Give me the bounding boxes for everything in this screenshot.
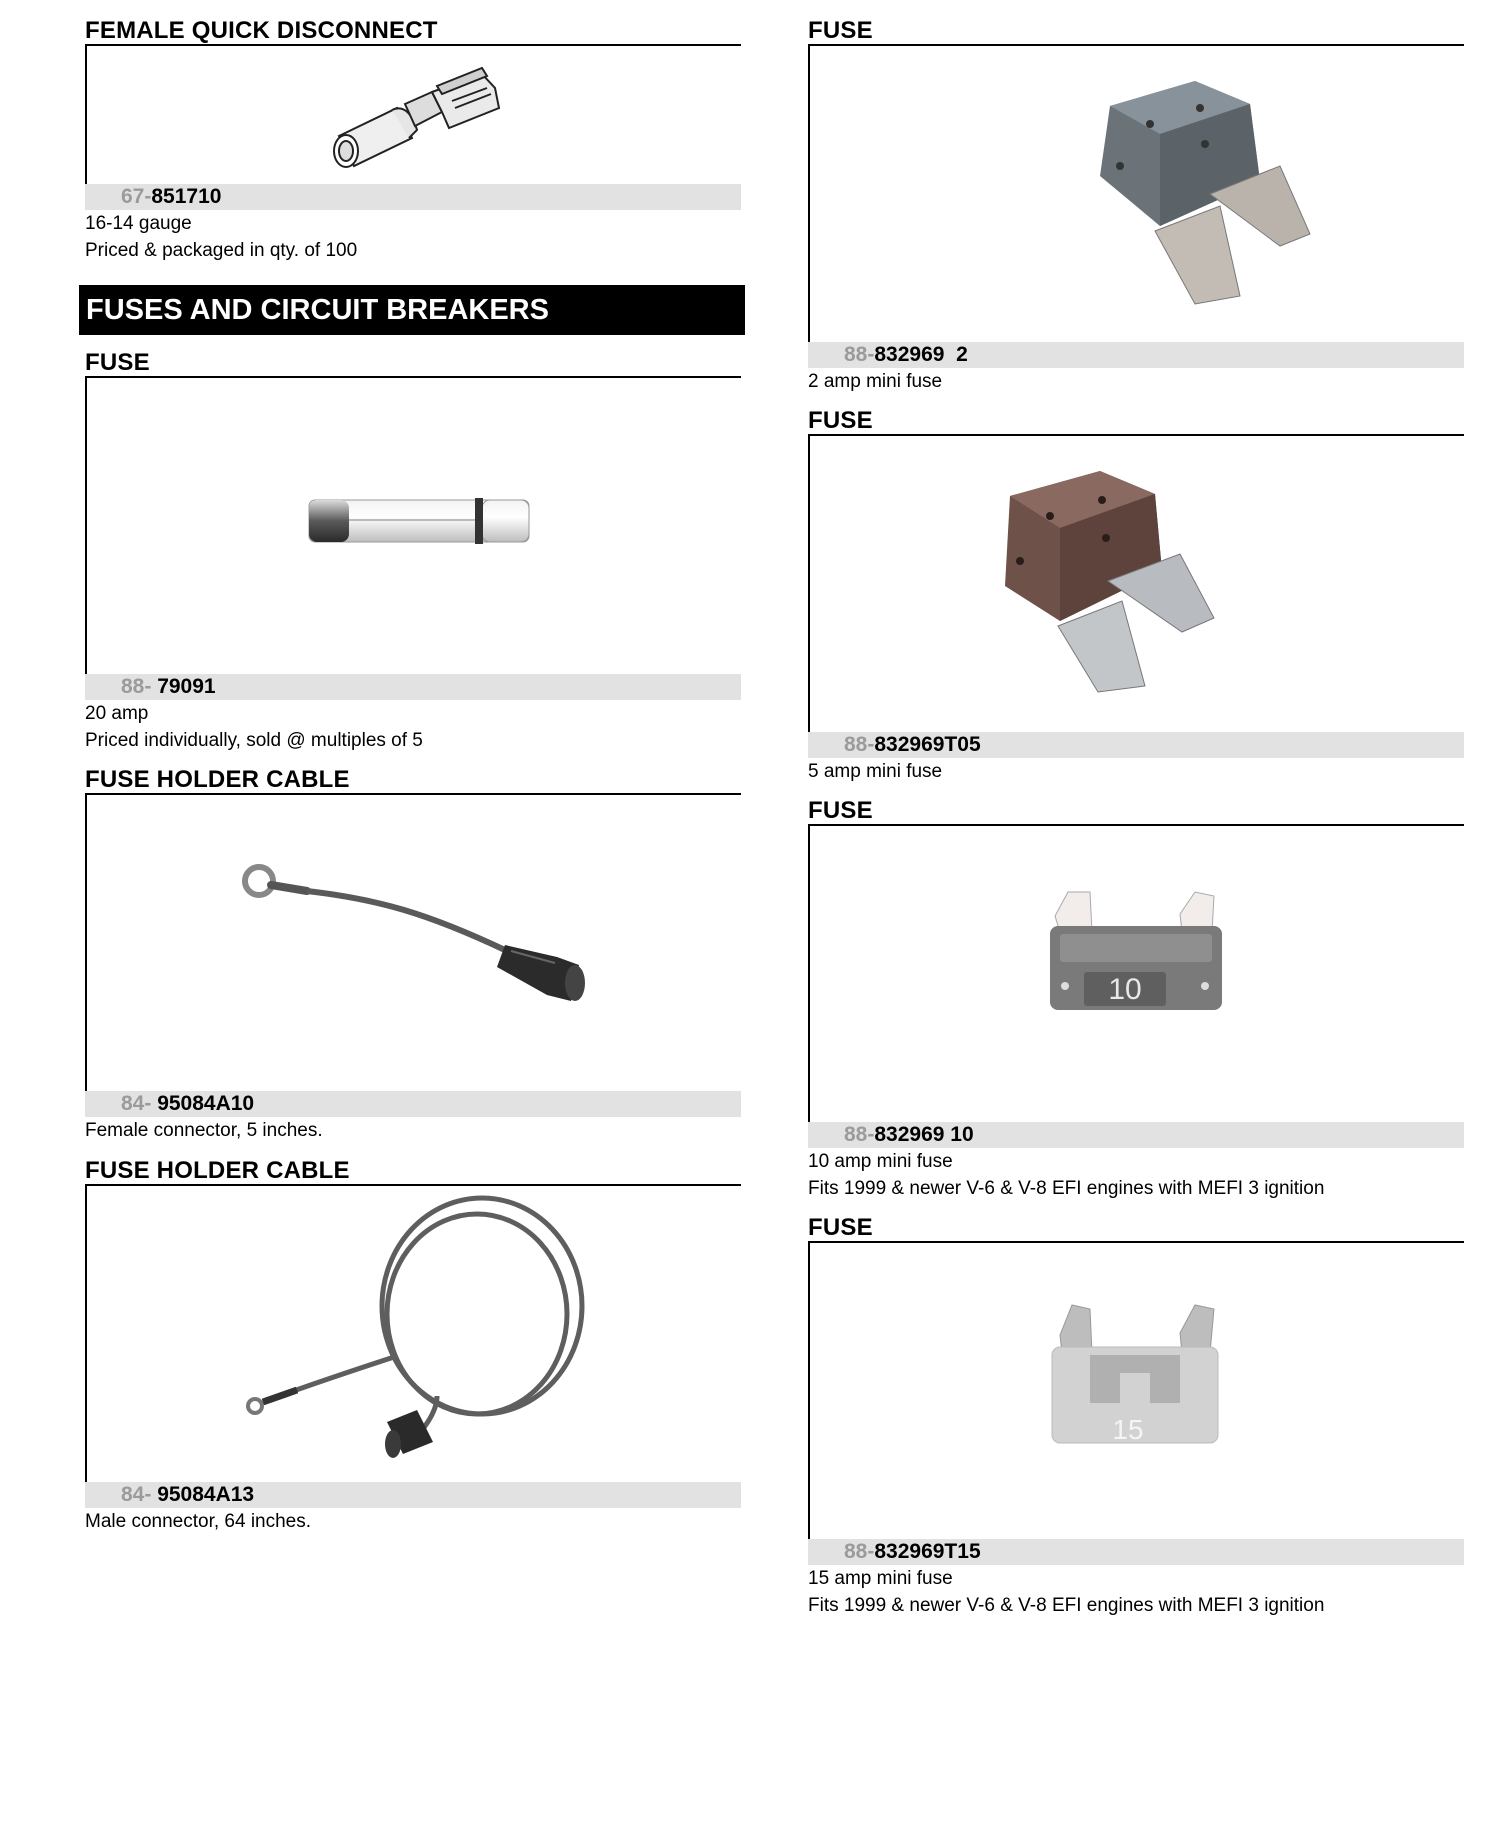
product-title: FUSE (808, 407, 873, 434)
part-number-bar (85, 184, 741, 210)
part-number: 832969 2 (874, 343, 968, 366)
product-mini-fuse-2a (808, 18, 1464, 398)
short-fuse-holder-cable-icon (87, 795, 743, 1093)
product-description-line: Fits 1999 & newer V-6 & V-8 EFI engines with MEFI 3 ignition (808, 1595, 1325, 1616)
product-description-line: 10 amp mini fuse (808, 1151, 953, 1172)
product-title: FUSE (808, 1214, 873, 1241)
part-number: 95084A13 (157, 1483, 255, 1506)
product-description-line: 20 amp (85, 703, 149, 724)
product-fuse-holder-cable-long (85, 1158, 741, 1538)
product-image-frame (808, 824, 1464, 1122)
product-female-quick-disconnect (85, 18, 741, 268)
mini-blade-fuse-15a-icon (810, 1243, 1466, 1541)
product-mini-fuse-15a (808, 1215, 1464, 1635)
part-number-bar (808, 1122, 1464, 1148)
product-title: FUSE (85, 349, 150, 376)
product-title: FUSE HOLDER CABLE (85, 1157, 350, 1184)
product-image-frame (808, 434, 1464, 732)
product-image-frame (808, 44, 1464, 342)
product-title: FUSE (808, 797, 873, 824)
product-description-line: 15 amp mini fuse (808, 1568, 953, 1589)
quick-disconnect-terminal-icon (87, 46, 743, 186)
product-title: FUSE (808, 17, 873, 44)
part-prefix: 88- (844, 733, 875, 756)
coiled-fuse-holder-cable-icon (87, 1186, 743, 1484)
product-image-frame (85, 1184, 741, 1482)
part-number: 832969T05 (874, 733, 981, 756)
product-description-line: Female connector, 5 inches. (85, 1120, 323, 1141)
product-image-frame (85, 44, 741, 184)
product-description-line: Priced & packaged in qty. of 100 (85, 240, 358, 261)
mini-blade-fuse-brown-icon (810, 436, 1466, 734)
part-prefix: 88- (844, 343, 875, 366)
product-mini-fuse-10a (808, 798, 1464, 1218)
part-number: 79091 (157, 675, 216, 698)
part-number-bar (85, 1482, 741, 1508)
section-banner: FUSES AND CIRCUIT BREAKERS (79, 285, 745, 335)
product-mini-fuse-5a (808, 408, 1464, 788)
product-fuse-holder-cable-short (85, 767, 741, 1147)
part-prefix: 84- (121, 1092, 158, 1115)
product-description-line: Priced individually, sold @ multiples of 5 (85, 730, 423, 751)
part-prefix: 88- (844, 1540, 875, 1563)
glass-tube-fuse-icon (87, 378, 743, 676)
part-prefix: 67- (121, 185, 152, 208)
part-number: 95084A10 (157, 1092, 255, 1115)
part-prefix: 88- (844, 1123, 875, 1146)
product-description-line: 2 amp mini fuse (808, 371, 943, 392)
mini-blade-fuse-grey-icon (810, 46, 1466, 344)
product-glass-fuse (85, 350, 741, 750)
product-description-line: Fits 1999 & newer V-6 & V-8 EFI engines with MEFI 3 ignition (808, 1178, 1325, 1199)
product-title: FUSE HOLDER CABLE (85, 766, 350, 793)
product-description-line: Male connector, 64 inches. (85, 1511, 312, 1532)
part-prefix: 84- (121, 1483, 158, 1506)
product-description-line: 16-14 gauge (85, 213, 192, 234)
product-image-frame (85, 793, 741, 1091)
part-number-bar (808, 732, 1464, 758)
part-number-bar (85, 1091, 741, 1117)
part-number-bar (808, 1539, 1464, 1565)
part-prefix: 88- (121, 675, 158, 698)
mini-blade-fuse-10a-icon (810, 826, 1466, 1124)
part-number: 851710 (151, 185, 222, 208)
product-image-frame (808, 1241, 1464, 1539)
product-title: FEMALE QUICK DISCONNECT (85, 17, 438, 44)
product-description-line: 5 amp mini fuse (808, 761, 943, 782)
part-number: 832969T15 (874, 1540, 981, 1563)
part-number: 832969 10 (874, 1123, 974, 1146)
fuse-rating-label: 10 (1108, 973, 1142, 1006)
fuse-rating-label: 15 (1112, 1414, 1144, 1445)
product-image-frame (85, 376, 741, 674)
part-number-bar (808, 342, 1464, 368)
part-number-bar (85, 674, 741, 700)
